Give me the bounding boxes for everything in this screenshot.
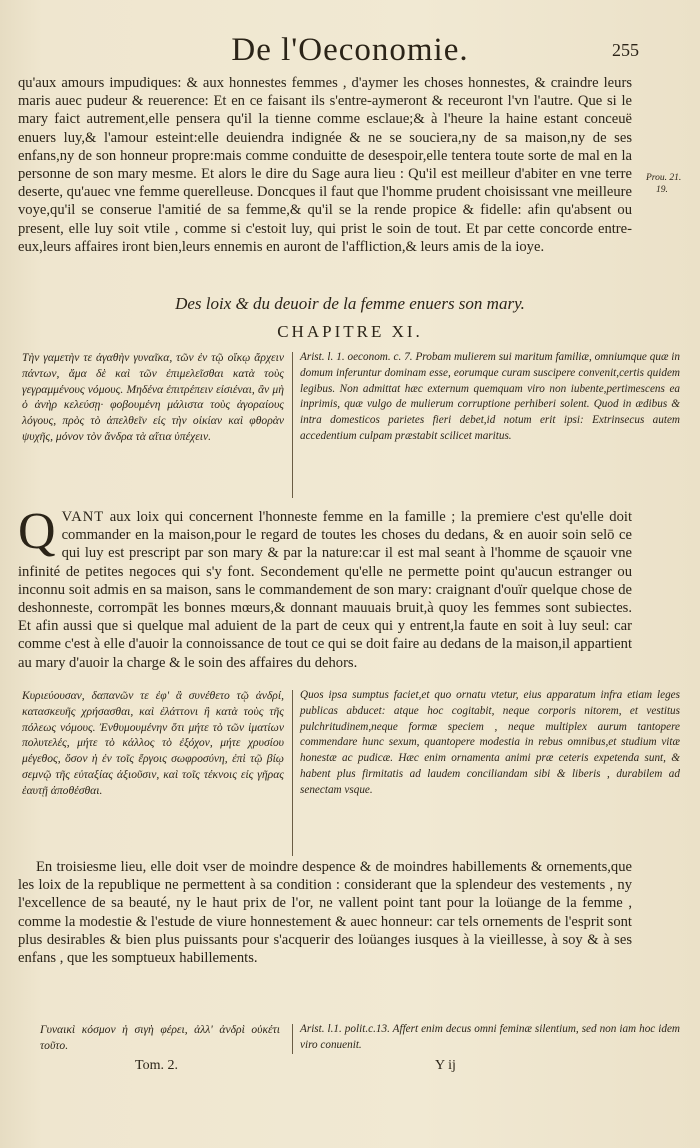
greek-quote-3: Γυναικὶ κόσμον ἡ σιγὴ φέρει, ἀλλ' ἀνδρὶ οὐκέτι τοῦτο. — [40, 1023, 280, 1052]
drop-cap: Q — [18, 503, 56, 560]
latin-note-2: Quos ipsa sumptus faciet,et quo ornatu vtetur, eius apparatum infra etiam leges publicas abducet: atque hoc cogitabit, neque corporis nitorem, et vestitus pulchritudinem,neque formæ speciem , neque multiplex aurum tantopere commendare hunc sexum, quantopere modestia in rebus omnibus,et studium vitæ honestæ ac pudicæ. Hæc enim ornamenta animi præ ceteris expetenda sunt, & habent plus firmitatis ad laudem conciliandam sibi & liberis , durabilem ad senectam vsque. — [300, 689, 680, 796]
margin-note-verse: 19. — [656, 185, 668, 195]
page-number: 255 — [612, 40, 639, 60]
paragraph-1-text: aux loix qui concernent l'honneste femme en la famille ; la premiere c'est qu'elle doit commander en la maison,pour le regard de toutes les choses du dedans, & en auoir soin selō ce qui luy est prescript par son mary & par la nature:car il est mal seant à l'homme de sçauoir vne infinité de petites negoces qui s'y font. Secondement qu'elle ne permette point qu'aucun estranger ou inconnu soit admis en sa maison, sans le commandement de son mary: craignant d'ouïr quelque chose de deshonneste, corrompāt les bonnes mœurs,& donnant mauuais bruit,à quoy les femmes sont subiectes. Et afin aussi que si quelque mal aduient de la part de ceux qui y entrent,la faute en soit à luy seul: car comme c'est à elle d'auoir la connoissance de tout ce qui se doit faire au dedans de la maison,il appartient au mary d'auoir la charge & le soin des affaires du dehors. — [18, 509, 632, 671]
column-divider — [292, 690, 293, 856]
body-paragraph-1 — [18, 503, 632, 672]
first-word: VANT — [61, 509, 105, 525]
latin-note-3: Arist. l.1. polit.c.13. Affert enim decus omni feminæ silentium, sed non iam hoc idem viro conuenit. — [300, 1023, 680, 1051]
body-paragraph-2 — [18, 858, 632, 967]
greek-quote-1: Τὴν γαμετὴν τε ἀγαθὴν γυναῖκα, τῶν ἐν τῷ οἴκῳ ἄρχειν πάντων, ἅμα δὲ καὶ τῶν ἐπιμελεῖσθαι κατὰ τοὺς γεγραμμένους νόμους. Μηδένα ἐπιτρέπειν εἰσιέναι, ἂν μὴ ὁ ἀνὴρ κελεύσῃ· φοβουμένη μάλιστα τοὺς ἀγοραίους λόγους, πρὸς τὸ ἀπελθεῖν εἰς τὴν οἰκίαν καὶ φθορὰν ψυχῆς, μόνον τὸν ἄνδρα τὰ αἴτια ὑπέχειν. — [22, 351, 284, 443]
chapter-title: CHAPITRE XI. — [277, 322, 423, 341]
paragraph-2-text: En troisiesme lieu, elle doit vser de moindre despence & de moindres habillements & ornements,que les loix de la republique ne permettent à sa condition : considerant que la splendeur des vestements , ny l'excellence de sa beauté, ny le haut prix de l'or, ne vallent point tant pour la loüange de la femme , comme la modestie & l'estude de viure honnestement & auec honneur: car tels ornements de l'esprit sont plus desirables & bien plus puissants pour s'acquerir des loüanges iusques à la vieillesse, à soy & à ses enfans , que les somptueux habillements. — [18, 859, 632, 967]
column-divider — [292, 352, 293, 498]
intro-text: qu'aux amours impudiques: & aux honnestes femmes , d'aymer les choses honnestes, & craindre leurs maris auec pudeur & reuerence: Et en ce faisant ils s'entre-aymeront & receuront l'vn l'autre. Que si le mary faict autrement,elle pensera qu'il la tienne comme esclaue;& à l'heure la haine estant conceuë enuers luy,& l'amour esteint:elle deuiendra indignée & ne se souciera,ny de sa maison,ny de ses enfans,ny de son honneur propre:mais comme conduitte de desespoir,elle tentera toute sorte de mal en la personne de son mary mesme. Et alors le dire du Sage aura lieu : Qu'il est meilleur d'abiter en vne terre deserte, qu'auec vne femme querelleuse. Doncques il faut que l'homme prudent choisissant vne meilleure voye,qu'il se conserue l'amitié de sa femme,& qu'il se la rende propice & fidelle: afin qu'absent ou present, elle luy soit vtile , comme si c'estoit luy, qui prist le soin de tout. Et par cette concorde entre-eux,leurs affaires iront bien,leurs ennemis en auront de l'affliction,& leurs amis de la ioye. — [18, 75, 632, 255]
volume-signature: Tom. 2. — [135, 1058, 178, 1073]
greek-quote-2: Κυριεύουσαν, δαπανῶν τε ἐφ' ἃ συνέθετο τῷ ἀνδρί, κατασκευῆς χρήσασθαι, καὶ ἐλάττονι ἢ κατὰ τοὺς τῆς πόλεως νόμους. Ἐνθυμουμένην ὅτι μήτε τὸ τῶν ἱματίων πολυτελές, μήτε τὸ κάλλος τὸ ἐξόχον, μήτε χρυσίου μέγεθος, ὅσον ἡ ἐν τοῖς ἔργοις σωφροσύνη, ἐπὶ τῷ βίῳ σεμνῷ τῆς εὐταξίας ἀξιοῦσιν, καὶ τοῖς τέκνοις εἰς γῆρας ἑαυτῇ ἀποθέσθαι. — [22, 689, 284, 797]
margin-note-proverbs: Prou. 21. — [646, 173, 682, 183]
gathering-signature: Y ij — [435, 1058, 456, 1073]
column-divider — [292, 1024, 293, 1054]
latin-note-1: Arist. l. 1. oeconom. c. 7. Probam mulierem sui maritum familiæ, omniumque quæ in domum inferuntur dominam esse, eorumque curam suscipere convenit,certis quidem legibus. Non admittat hæc externum quemquam viro non iubente,pertimescens ea inprimis, quæ vulgo de mulierum corruptione perhiberi solent. Quod in ædibus & intra domesticos parietes fieri debet,id notum erit ipsi: Extrinsecus autem accedentium culpam præstabit scilicet maritus. — [300, 351, 680, 442]
running-title: De l'Oeconomie. — [231, 32, 469, 68]
chapter-subtitle: Des loix & du deuoir de la femme enuers son mary. — [175, 294, 525, 313]
intro-paragraph — [18, 74, 632, 256]
